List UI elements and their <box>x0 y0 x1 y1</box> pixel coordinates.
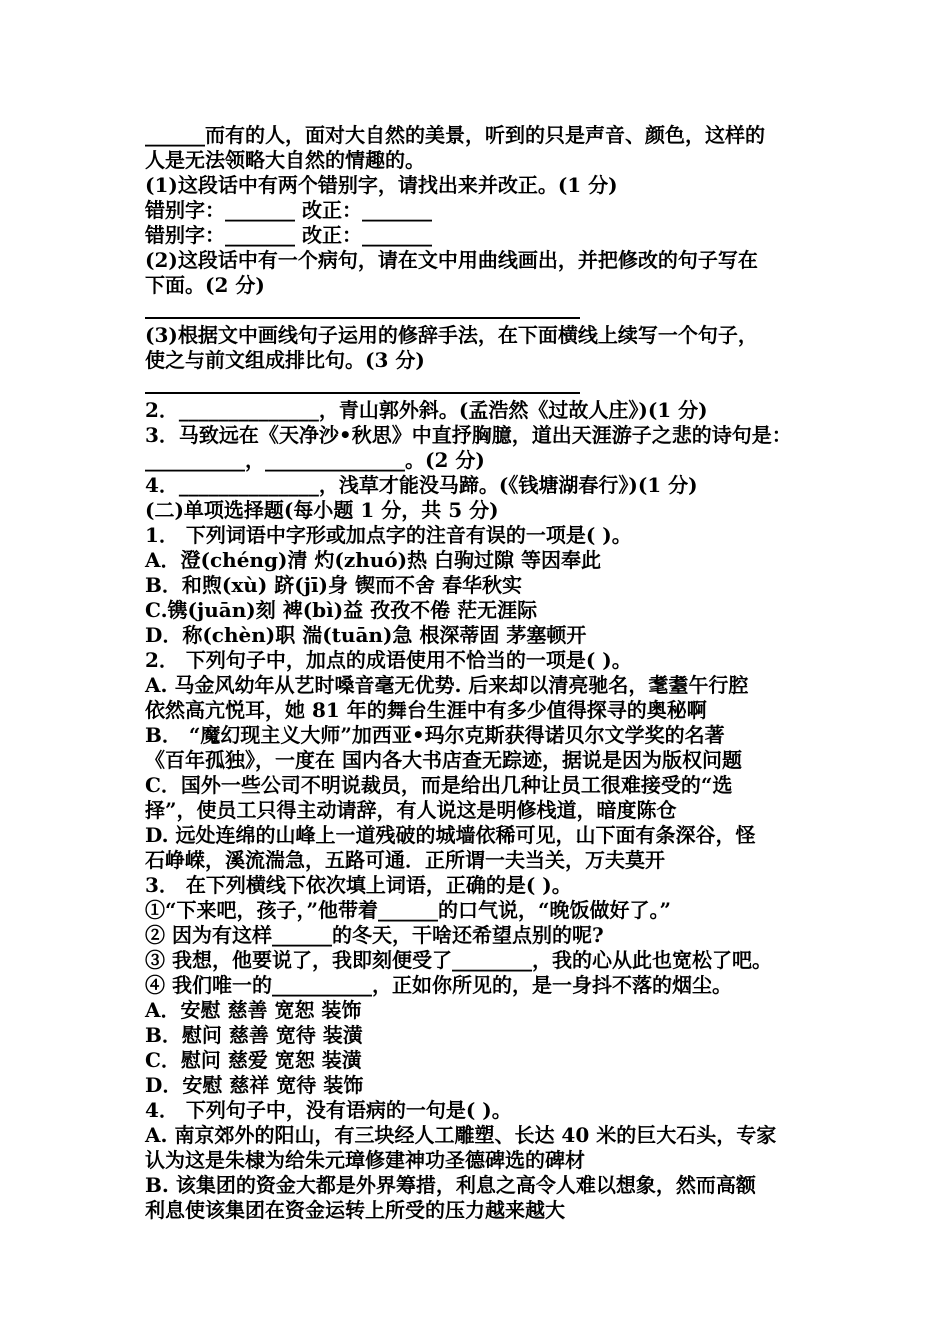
option-line: 认为这是朱棣为给朱元璋修建神功圣德碑选的碑材 <box>145 1148 585 1172</box>
answer-blank-line: __________，______________。(2 分) <box>145 448 485 472</box>
question-prompt: (2)这段话中有一个病句，请在文中用曲线画出，并把修改的句子写在 <box>145 248 758 272</box>
fill-in-line: ③ 我想，他要说了，我即刻便受了________，我的心从此也宽松了吧。 <box>145 948 772 972</box>
option-line: B． “魔幻现主义大师”加西亚•玛尔克斯获得诺贝尔文学奖的名著 <box>145 723 725 747</box>
answer-blank-line: 错别字：_______ 改正：_______ <box>145 198 432 222</box>
question-prompt: (1)这段话中有两个错别字，请找出来并改正。(1 分) <box>145 173 618 197</box>
question-item: 3． 在下列横线下依次填上词语，正确的是( )。 <box>145 873 572 897</box>
option-line: 择”，使员工只得主动请辞，有人说这是明修栈道，暗度陈仓 <box>145 798 677 822</box>
question-item: 2．______________，青山郭外斜。(孟浩然《过故人庄》)(1 分) <box>145 398 708 422</box>
question-item: 4． 下列句子中，没有语病的一句是( )。 <box>145 1098 512 1122</box>
question-item: 4．______________，浅草才能没马蹄。(《钱塘湖春行》)(1 分) <box>145 473 698 497</box>
option-line: D. 远处连绵的山峰上一道残破的城墙依稀可见，山下面有条深谷，怪 <box>145 823 756 847</box>
option-line: B．慰问 慈善 宽待 装潢 <box>145 1023 363 1047</box>
answer-rule <box>145 373 813 398</box>
option-line: 依然高亢悦耳，她 81 年的舞台生涯中有多少值得探寻的奥秘啊 <box>145 698 707 722</box>
text-line: 使之与前文组成排比句。(3 分) <box>145 348 425 372</box>
option-line: A. 马金风幼年从艺时嗓音毫无优势. 后来却以清亮驰名，耄耋午行腔 <box>145 673 749 697</box>
fill-in-line: ② 因为有这样______的冬天，干啥还希望点别的呢? <box>145 923 604 947</box>
answer-rule <box>145 298 813 323</box>
answer-blank-line: 错别字：_______ 改正：_______ <box>145 223 432 247</box>
text-line: 下面。(2 分) <box>145 273 265 297</box>
option-line: B．和煦(xù) 跻(jī)身 锲而不舍 春华秋实 <box>145 573 522 597</box>
question-item: 3．马致远在《天净沙•秋思》中直抒胸臆，道出天涯游子之悲的诗句是： <box>145 423 792 447</box>
option-line: A. 南京郊外的阳山，有三块经人工雕塑、长达 40 米的巨大石头，专家 <box>145 1123 777 1147</box>
option-line: D．称(chèn)职 湍(tuān)急 根深蒂固 茅塞顿开 <box>145 623 587 647</box>
option-line: A．澄(chéng)清 灼(zhuó)热 白驹过隙 等因奉此 <box>145 548 602 572</box>
option-line: 石峥嵘，溪流湍急，五路可通．正所谓一夫当关，万夫莫开 <box>145 848 665 872</box>
document-body <box>145 123 813 1223</box>
option-line: 《百年孤独》，一度在 国内各大书店查无踪迹，据说是因为版权问题 <box>145 748 742 772</box>
text-line: 人是无法领略大自然的情趣的。 <box>145 148 425 172</box>
option-line: B. 该集团的资金大都是外界筹措，利息之高令人难以想象，然而高额 <box>145 1173 756 1197</box>
fill-in-line: ①“下来吧，孩子，”他带着______的口气说，“晚饭做好了。” <box>145 898 672 922</box>
section-heading: (二)单项选择题(每小题 1 分，共 5 分) <box>145 498 499 522</box>
option-line: A．安慰 慈善 宽恕 装饰 <box>145 998 362 1022</box>
option-line: D．安慰 慈祥 宽待 装饰 <box>145 1073 364 1097</box>
option-line: C．国外一些公司不明说裁员，而是给出几种让员工很难接受的“选 <box>145 773 733 797</box>
question-item: 1． 下列词语中字形或加点字的注音有误的一项是( )。 <box>145 523 632 547</box>
question-item: 2． 下列句子中，加点的成语使用不恰当的一项是( )。 <box>145 648 632 672</box>
question-prompt: (3)根据文中画线句子运用的修辞手法，在下面横线上续写一个句子， <box>145 323 758 347</box>
option-line: C．慰问 慈爱 宽恕 装潢 <box>145 1048 362 1072</box>
fill-in-line: ④ 我们唯一的__________，正如你所见的，是一身抖不落的烟尘。 <box>145 973 732 997</box>
option-line: C.镌(juān)刻 裨(bì)益 孜孜不倦 茫无涯际 <box>145 598 538 622</box>
option-line: 利息使该集团在资金运转上所受的压力越来越大 <box>145 1198 565 1222</box>
text-line: ______而有的人，面对大自然的美景，听到的只是声音、颜色，这样的 <box>145 123 765 147</box>
